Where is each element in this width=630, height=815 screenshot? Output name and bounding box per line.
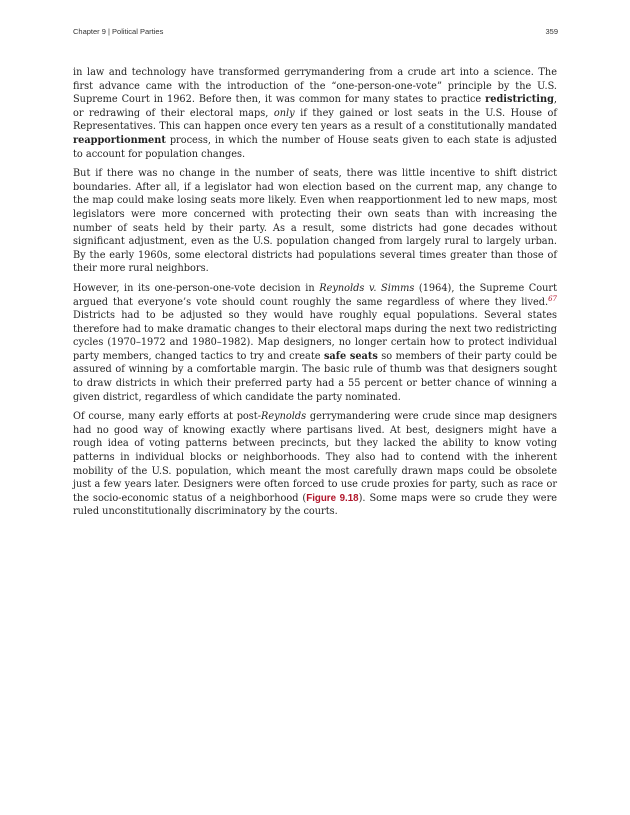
text-run: in law and technology have transformed gerrymandering from a crude art into a science. The first advance came with the introduction of the “one-person-one-vote” principle by the U.S. Supreme Court in 1962. Before then, it was common for many states to practice	[73, 67, 557, 106]
text-run: (1964), the Supreme Court argued that everyone’s vote should count roughly the same regardless of where they lived.	[73, 282, 557, 308]
figure-link[interactable]: Figure 9.18	[306, 492, 359, 504]
footnote-link[interactable]: 67	[548, 294, 557, 303]
key-term-safe-seats: safe seats	[323, 350, 378, 362]
emphasis-reynolds: Reynolds	[261, 411, 307, 423]
text-run: However, in its one-person-one-vote decision in	[73, 282, 320, 294]
chapter-title: Chapter 9 | Political Parties	[73, 27, 164, 36]
text-run: Districts had to be adjusted so they would have roughly equal populations. Several states therefore had to make dramatic changes to their electoral maps during the next two redistricting cycles (1970–1972 and 1980–1982). Map designers, no longer certain how to protect individual party members, changed tactics to try and create	[73, 310, 557, 362]
text-run: gerrymandering were crude since map designers had no good way of knowing exactly where partisans lived. At best, designers might have a rough idea of voting patterns between precincts, but they lacked the ability to know voting patterns in individual blocks or neighborhoods. They also had to contend with the inherent mobility of the U.S. population, which meant the most carefully drawn maps could be obsolete just a few years later. Designers were often forced to use crude proxies for party, such as race or the socio-economic status of a neighborhood (	[73, 411, 557, 504]
paragraph-1	[73, 66, 557, 161]
emphasis-only: only	[273, 107, 295, 119]
text-run: Of course, many early efforts at post-	[73, 411, 262, 423]
page-header	[73, 27, 558, 36]
text-run: process, in which the number of House seats given to each state is adjusted to account for population changes.	[73, 134, 557, 160]
page-number: 359	[545, 27, 558, 36]
key-term-reapportionment: reapportionment	[73, 134, 166, 146]
paragraph-4	[73, 410, 557, 519]
body-text	[73, 66, 557, 525]
text-run: ). Some maps were so crude they were ruled unconstitutionally discriminatory by the courts.	[73, 492, 557, 518]
text-run: so members of their party could be assured of winning by a comfortable margin. The basic rule of thumb was that designers sought to draw districts in which their preferred party had a 55 percent or better chance of winning a given district, regardless of which candidate the party nominated.	[73, 350, 557, 403]
text-run: if they gained or lost seats in the U.S. House of Representatives. This can happen once every ten years as a result of a constitutionally mandated	[73, 107, 557, 133]
key-term-redistricting: redistricting	[485, 94, 554, 106]
paragraph-2: But if there was no change in the number of seats, there was little incentive to shift district boundaries. After all, if a legislator had won election based on the current map, any change to the map could make losing seats more likely. Even when reapportionment led to new maps, most legislators were more concerned with protecting their own seats than with increasing the number of seats held by their party. As a result, some districts had gone decades without significant adjustment, even as the U.S. population changed from largely rural to largely urban. By the early 1960s, some electoral districts had populations several times greater than those of their more rural neighbors.	[73, 168, 557, 275]
paragraph-3	[73, 282, 557, 404]
case-name: Reynolds v. Simms	[319, 282, 415, 294]
text-run: , or redrawing of their electoral maps,	[73, 94, 557, 119]
